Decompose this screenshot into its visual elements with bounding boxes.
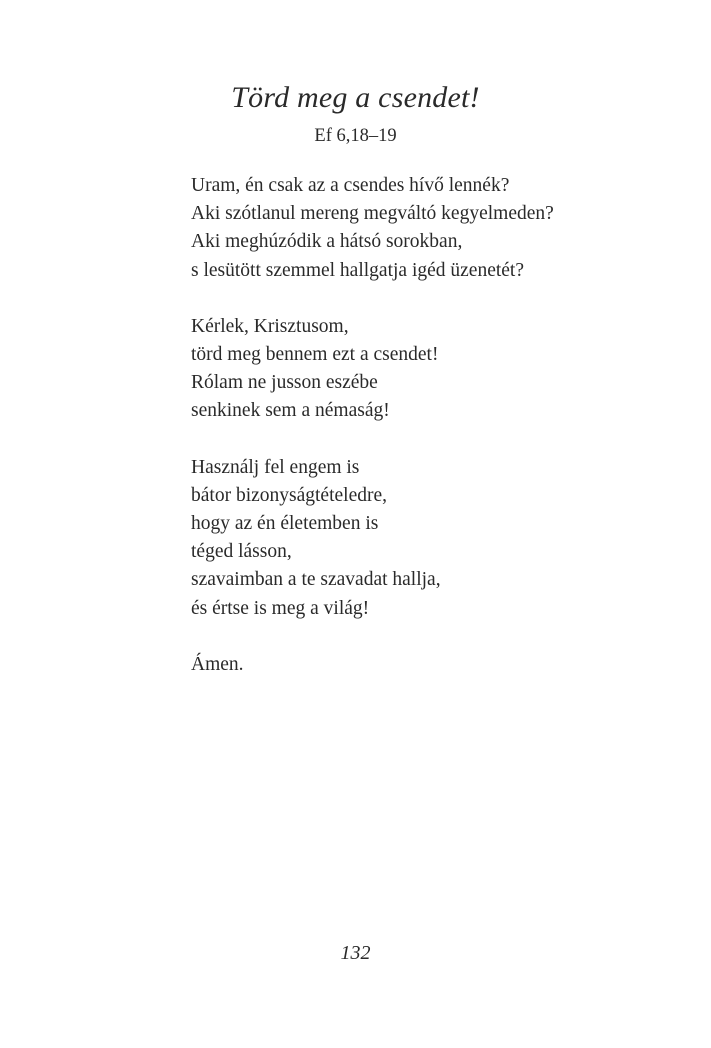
poem-body [191, 172, 671, 707]
poem-line: és értse is meg a világ! [191, 597, 370, 619]
poem-line: szavaimban a te szavadat hallja, [191, 569, 441, 591]
stanza-2 [191, 313, 671, 426]
poem-line: s lesütött szemmel hallgatja igéd üzenetét? [191, 259, 525, 281]
poem-line: Aki szótlanul mereng megváltó kegyelmeden? [191, 203, 554, 225]
page-number: 132 [340, 942, 371, 964]
stanza-1 [191, 172, 671, 285]
poem-line: senkinek sem a némaság! [191, 400, 390, 422]
poem-line: hogy az én életemben is [191, 513, 379, 535]
poem-line: bátor bizonyságtételedre, [191, 484, 387, 506]
poem-line: Használj fel engem is [191, 456, 360, 478]
poem-line: téged lásson, [191, 541, 292, 563]
poem-title: Törd meg a csendet! [231, 81, 480, 114]
poem-line: Rólam ne jusson eszébe [191, 372, 378, 394]
poem-line: Aki meghúzódik a hátsó sorokban, [191, 231, 463, 253]
poem-line: Uram, én csak az a csendes hívő lennék? [191, 175, 510, 196]
scripture-reference: Ef 6,18–19 [314, 126, 397, 146]
poem-line: törd meg bennem ezt a csendet! [191, 344, 439, 366]
stanza-3 [191, 454, 671, 623]
poem-line-amen: Ámen. [191, 653, 244, 675]
poem-line: Kérlek, Krisztusom, [191, 315, 349, 337]
stanza-4 [191, 651, 671, 679]
